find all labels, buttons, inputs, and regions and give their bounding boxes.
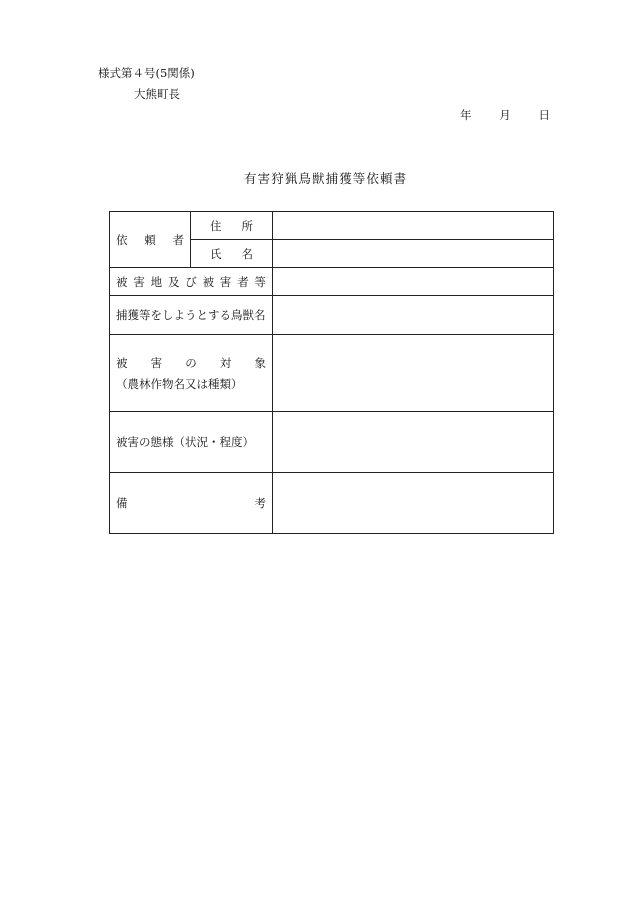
damage-object-field[interactable] xyxy=(273,335,554,412)
date-year-label: 年 xyxy=(460,108,472,122)
table-row-target-animal xyxy=(110,296,554,335)
damage-state-field[interactable] xyxy=(273,412,554,473)
remarks-label: 備 考 xyxy=(116,496,266,510)
damage-object-label-cell xyxy=(110,335,273,412)
recipient-name: 大熊町長 xyxy=(134,87,180,101)
damage-state-label: 被害の態様（状況・程度） xyxy=(116,435,254,449)
remarks-label-cell xyxy=(110,473,273,534)
requester-label-cell xyxy=(110,212,191,268)
requester-label: 依 頼 者 xyxy=(116,232,184,247)
date-line xyxy=(460,110,550,122)
address-field[interactable] xyxy=(273,212,554,240)
table-row-damage-location xyxy=(110,268,554,296)
document-title: 有害狩猟鳥獣捕獲等依頼書 xyxy=(244,171,408,186)
damage-location-label: 被 害 地 及 び 被 害 者 等 xyxy=(116,274,266,289)
request-form-table xyxy=(109,211,554,534)
table-row-damage-state xyxy=(110,412,554,473)
address-label: 住 所 xyxy=(210,218,253,233)
damage-state-label-cell xyxy=(110,412,273,473)
table-row-damage-object xyxy=(110,335,554,412)
name-label-cell xyxy=(191,240,273,268)
damage-location-field[interactable] xyxy=(273,268,554,296)
form-number: 様式第４号(5関係) xyxy=(98,66,195,80)
remarks-field[interactable] xyxy=(273,473,554,534)
damage-location-label-cell xyxy=(110,268,273,296)
target-animal-field[interactable] xyxy=(273,296,554,335)
damage-object-sublabel: （農林作物名又は種類） xyxy=(116,376,243,391)
table-row-address xyxy=(110,212,554,240)
address-label-cell xyxy=(191,212,273,240)
date-day-label: 日 xyxy=(538,108,550,122)
name-field[interactable] xyxy=(273,240,554,268)
date-month-label: 月 xyxy=(499,108,511,122)
table-row-remarks xyxy=(110,473,554,534)
name-label: 氏 名 xyxy=(210,246,253,261)
damage-object-label: 被 害 の 対 象 xyxy=(116,355,266,370)
target-animal-label-cell xyxy=(110,296,273,335)
target-animal-label: 捕獲等をしようとする鳥獣名 xyxy=(116,308,266,322)
